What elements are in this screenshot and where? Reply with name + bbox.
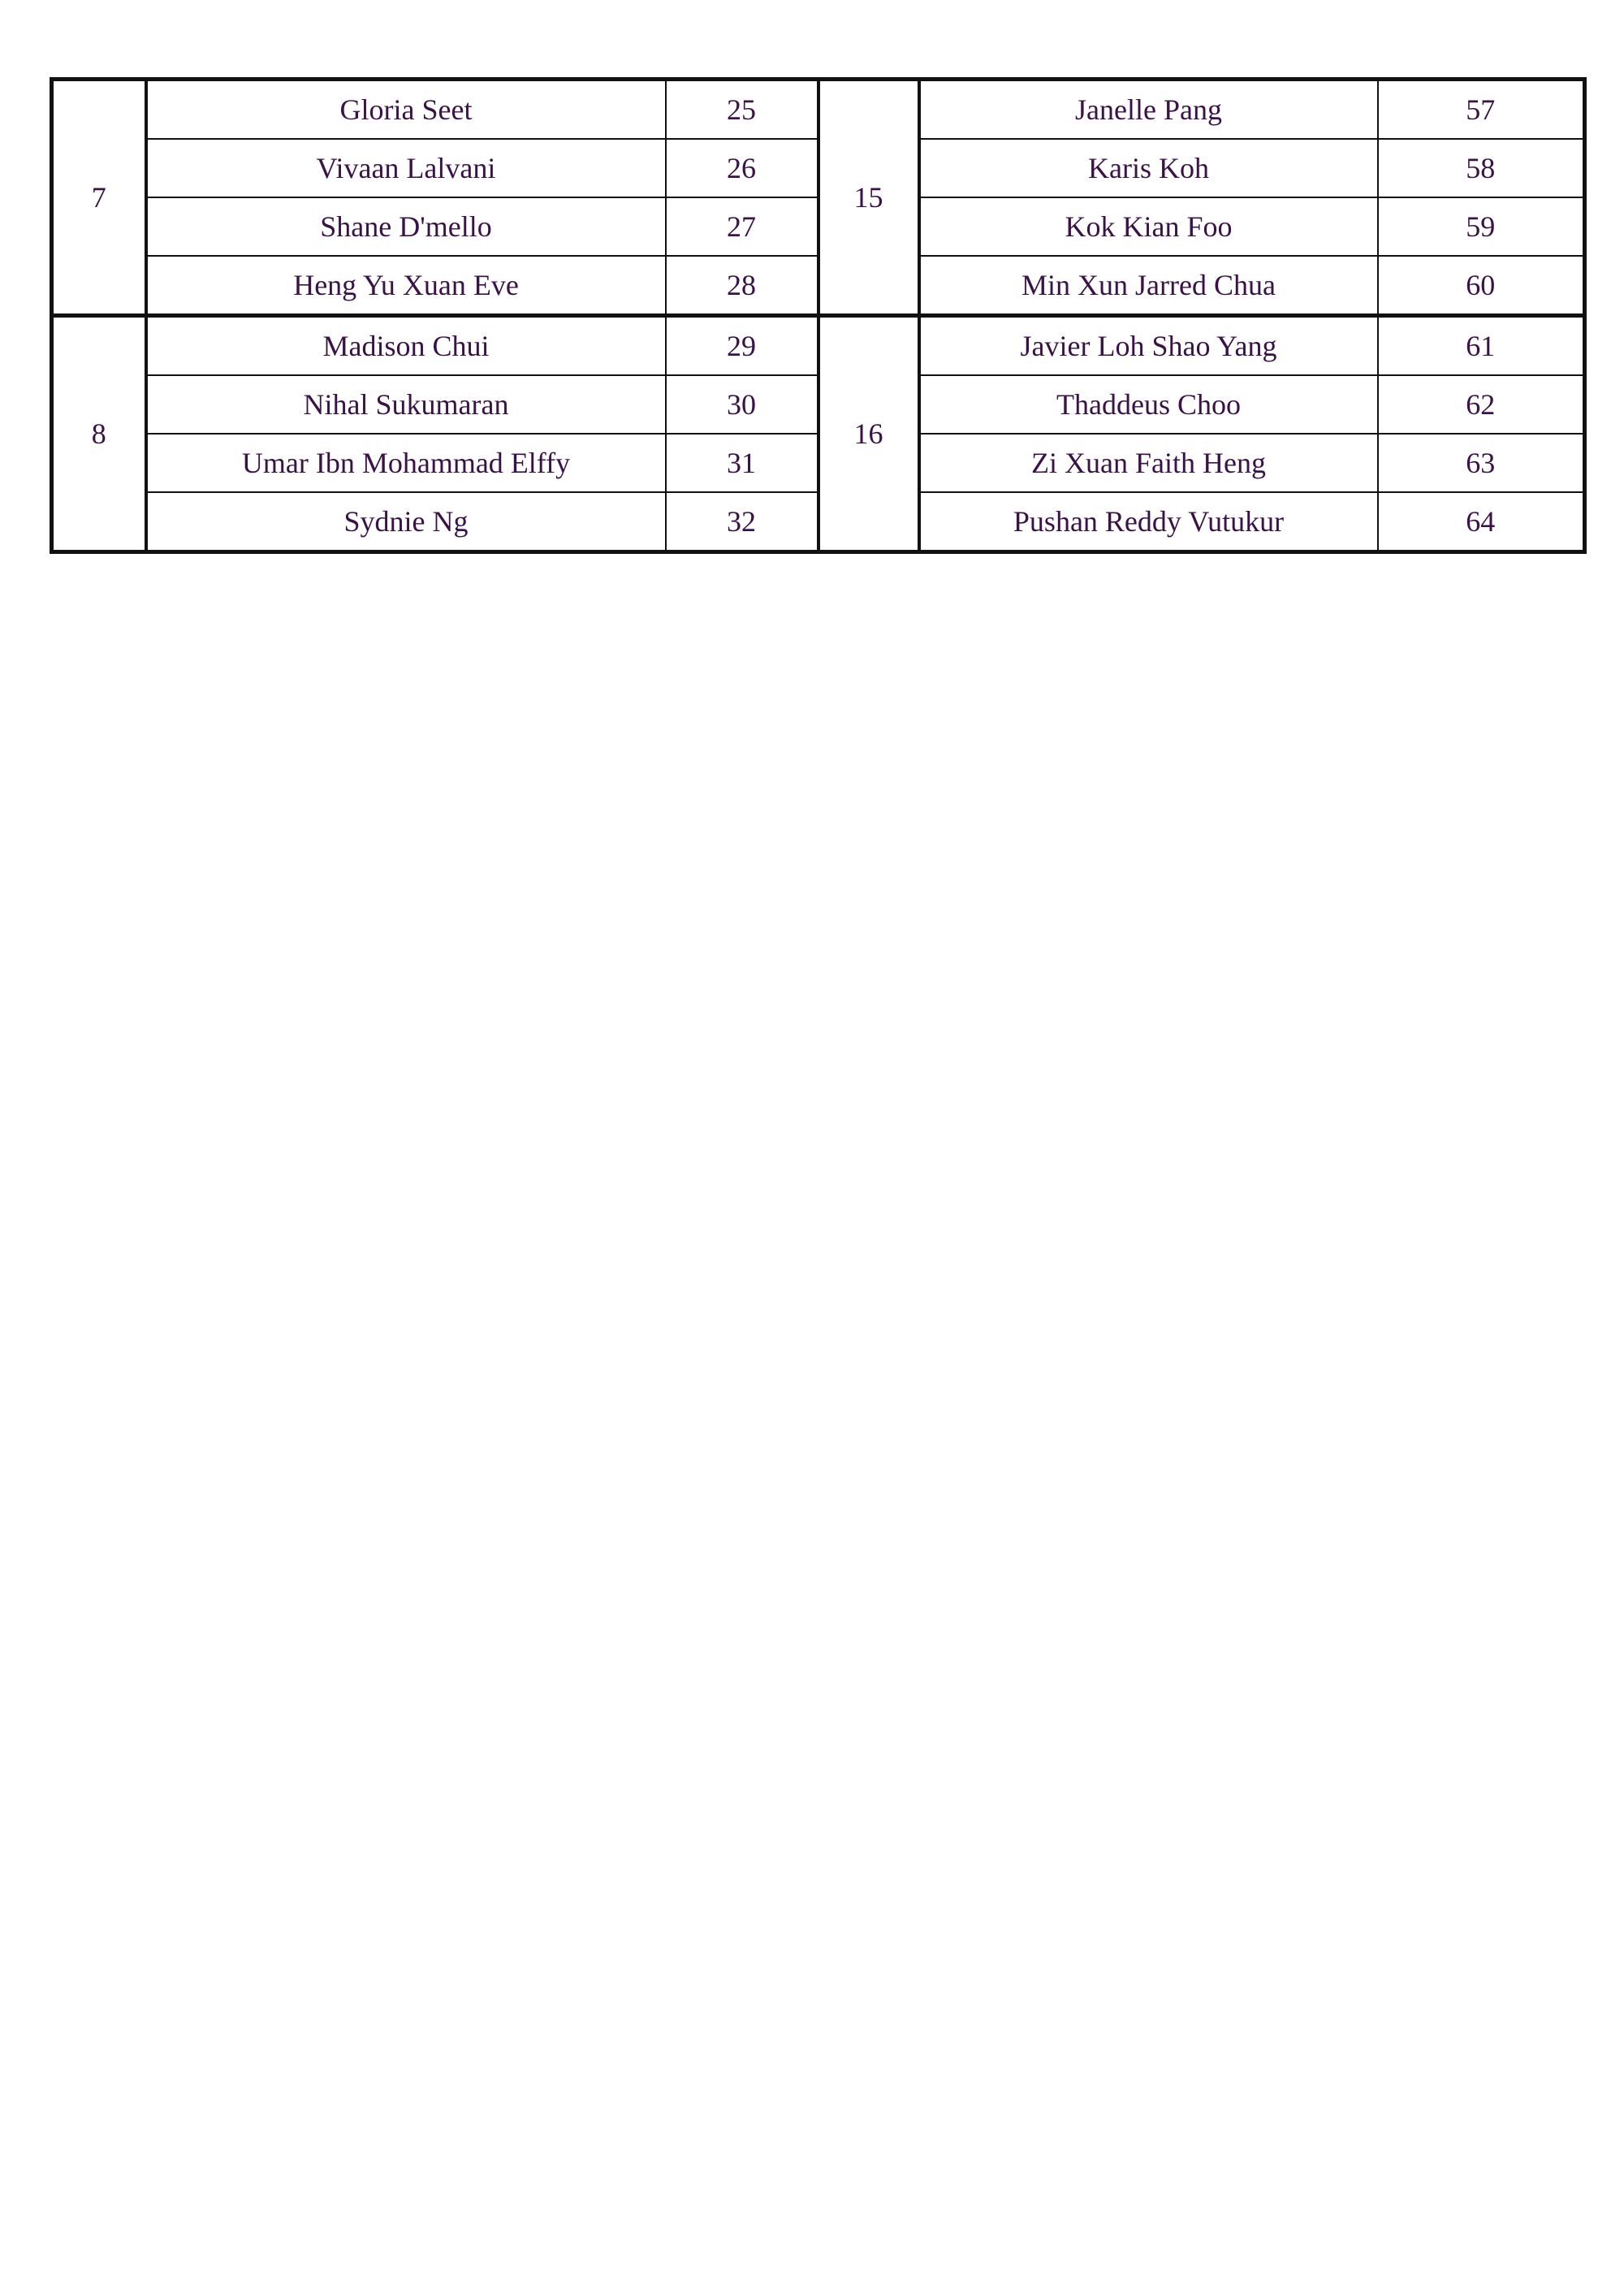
student-name-cell: Shane D'mello	[146, 197, 666, 256]
student-name-cell: Madison Chui	[146, 316, 666, 376]
group-number-cell: 8	[52, 316, 146, 552]
group-roster-table	[50, 77, 1587, 554]
student-number-cell: 30	[666, 375, 818, 434]
student-number-cell: 61	[1378, 316, 1585, 376]
student-name-cell: Min Xun Jarred Chua	[919, 256, 1378, 316]
student-name-cell: Janelle Pang	[919, 80, 1378, 140]
student-number-cell: 64	[1378, 492, 1585, 552]
student-number-cell: 59	[1378, 197, 1585, 256]
group-number-cell: 16	[818, 316, 919, 552]
student-name-cell: Zi Xuan Faith Heng	[919, 434, 1378, 492]
student-number-cell: 60	[1378, 256, 1585, 316]
student-name-cell: Gloria Seet	[146, 80, 666, 140]
student-name-cell: Pushan Reddy Vutukur	[919, 492, 1378, 552]
student-number-cell: 31	[666, 434, 818, 492]
student-number-cell: 29	[666, 316, 818, 376]
student-name-cell: Vivaan Lalvani	[146, 139, 666, 197]
student-name-cell: Javier Loh Shao Yang	[919, 316, 1378, 376]
student-number-cell: 27	[666, 197, 818, 256]
student-number-cell: 58	[1378, 139, 1585, 197]
student-number-cell: 25	[666, 80, 818, 140]
student-name-cell: Nihal Sukumaran	[146, 375, 666, 434]
student-name-cell: Kok Kian Foo	[919, 197, 1378, 256]
group-number-cell: 15	[818, 80, 919, 316]
student-number-cell: 63	[1378, 434, 1585, 492]
student-number-cell: 32	[666, 492, 818, 552]
student-number-cell: 28	[666, 256, 818, 316]
student-name-cell: Sydnie Ng	[146, 492, 666, 552]
student-name-cell: Umar Ibn Mohammad Elffy	[146, 434, 666, 492]
table-row	[52, 80, 1585, 140]
student-name-cell: Thaddeus Choo	[919, 375, 1378, 434]
student-number-cell: 62	[1378, 375, 1585, 434]
group-number-cell: 7	[52, 80, 146, 316]
table-row	[52, 316, 1585, 376]
student-name-cell: Heng Yu Xuan Eve	[146, 256, 666, 316]
student-name-cell: Karis Koh	[919, 139, 1378, 197]
student-number-cell: 26	[666, 139, 818, 197]
student-number-cell: 57	[1378, 80, 1585, 140]
